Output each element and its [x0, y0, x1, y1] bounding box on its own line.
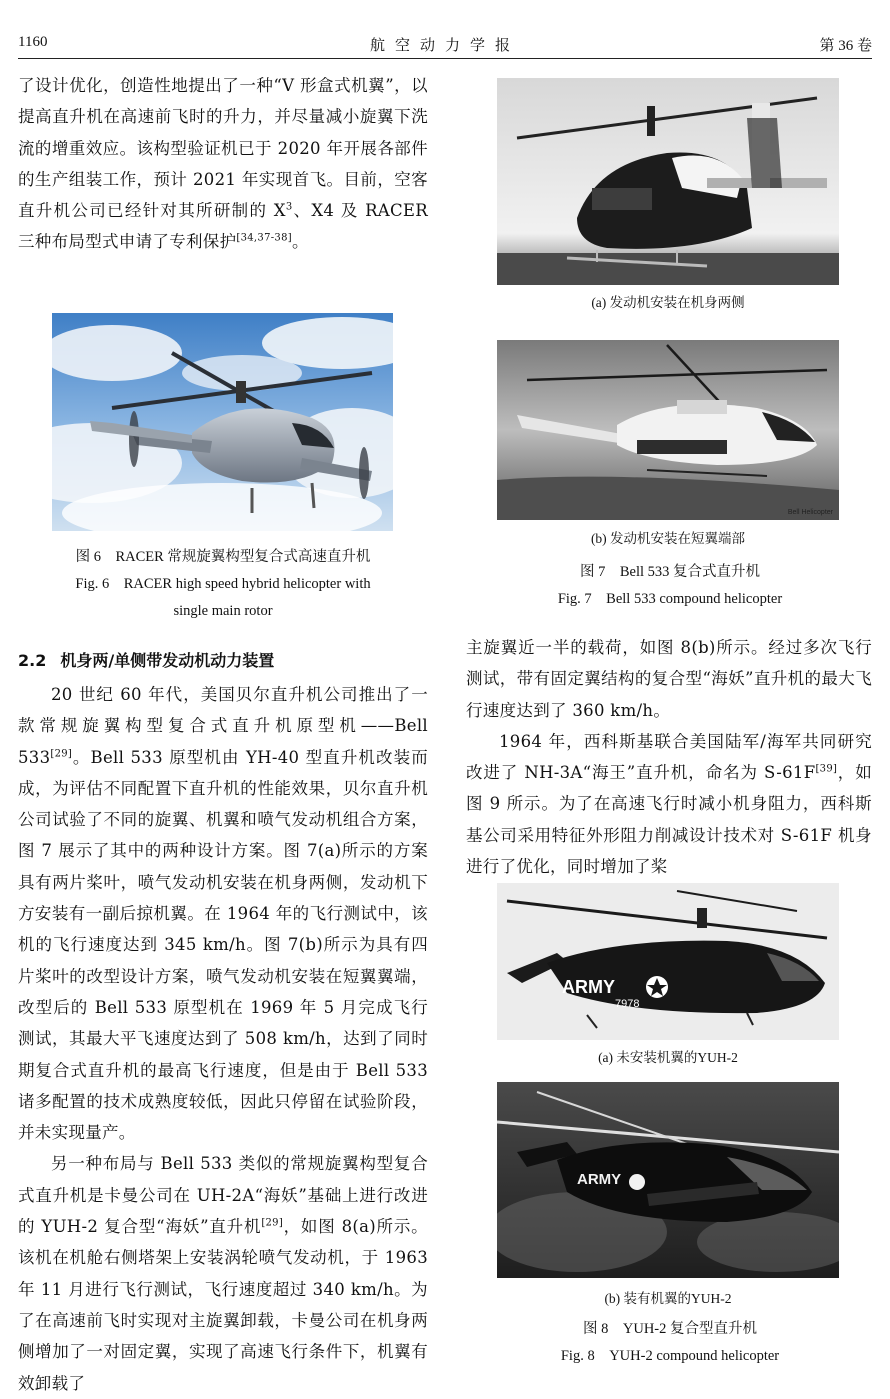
- fig8-caption: [470, 1316, 870, 1370]
- paragraph: 了设计优化，创造性地提出了一种“V 形盒式机翼”，以提高直升机在高速前飞时的升力，并尽量减小旋翼下洗流的增重效应。该构型验证机已于 2020 年开展各部件的生产组装工作，预计 2021 年实现首飞。目前，空客直升机公司已经针对其所研制的 $X^3$、X4 及 RACER 三种布局型式申请了专利保护[34,37-38]。: [18, 76, 428, 252]
- fig6-caption-en-line1: Fig. 6 RACER high speed hybrid helicopter with: [75, 576, 371, 592]
- left-top-text: [18, 70, 428, 258]
- fig7b-subcaption: (b) 发动机安装在短翼端部: [590, 531, 746, 546]
- section-title: 机身两/单侧带发动机动力装置: [60, 651, 275, 670]
- page-number: 1160: [18, 34, 48, 50]
- fig6-caption-en-line2: single main rotor: [173, 603, 273, 619]
- section-heading: [18, 648, 428, 671]
- fig7-caption-cn: 图 7 Bell 533 复合式直升机: [579, 564, 761, 580]
- fig8a-serial-marking: 7978: [615, 998, 640, 1010]
- fig8b-yuh2-photo: [497, 1082, 839, 1278]
- fig6-racer-photo: [52, 313, 393, 531]
- right-body-text: [466, 632, 872, 882]
- section-number: 2.2: [18, 651, 47, 670]
- fig7b-photo-credit: Bell Helicopter: [787, 509, 833, 516]
- fig8a-yuh2-photo: [497, 883, 839, 1040]
- fig7-caption-en: Fig. 7 Bell 533 compound helicopter: [557, 591, 783, 607]
- left-body-text: [18, 679, 428, 1399]
- fig8-caption-en: Fig. 8 YUH-2 compound helicopter: [560, 1348, 780, 1364]
- fig7a-subcaption: (a) 发动机安装在机身两侧: [591, 295, 745, 310]
- volume-label: 第 36 卷: [819, 38, 872, 54]
- paragraph: 20 世纪 60 年代，美国贝尔直升机公司推出了一款常规旋翼构型复合式直升机原型机——Bell 533[29]。Bell 533 原型机由 YH-40 型直升机改装而成，为评估不同配置下直升机的性能效果，贝尔直升机公司试验了不同的旋翼、机翼和喷气发动机组合方案，图 7 展示了其中的两种设计方案。图 7(a)所示的方案具有两片桨叶，喷气发动机安装在机身两侧，发动机下方安装有一副后掠机翼。在 1964 年的飞行测试中，该机的飞行速度达到 345 km/h。图 7(b)所示为具有四片桨叶的改型设计方案，喷气发动机安装在短翼翼端，改型后的 Bell 533 原型机在 1969 年 5 月完成飞行测试，其最大平飞速度达到了 508 km/h，达到了同时期复合式直升机的最高飞行速度，但是由于 Bell 533 诸多配置的技术成熟度较低，因此只停留在试验阶段，并未实现量产。: [18, 685, 428, 1143]
- journal-title: 航空动力学报: [369, 38, 520, 54]
- fig8a-army-marking: ARMY: [562, 977, 615, 997]
- paragraph: 1964 年，西科斯基联合美国陆军/海军共同研究改进了 NH-3A“海王”直升机，命名为 S-61F[39]，如图 9 所示。为了在高速飞行时减小机身阻力，西科斯基公司采用特征外形阻力削减设计技术对 S-61F 机身进行了优化，同时增加了桨: [466, 731, 872, 877]
- fig7-caption: [470, 559, 870, 613]
- fig8b-army-marking: ARMY: [577, 1171, 622, 1188]
- paragraph: 另一种布局与 Bell 533 类似的常规旋翼构型复合式直升机是卡曼公司在 UH-2A“海妖”基础上进行改进的 YUH-2 复合型“海妖”直升机[29]，如图 8(a)所示。该机在机舱右侧塔架上安装涡轮喷气发动机，于 1963 年 11 月进行飞行测试，飞行速度超过 340 km/h。为了在高速前飞时实现对主旋翼卸载，卡曼公司在机身两侧增加了一对固定翼，实现了高速飞行条件下，机翼有效卸载了: [18, 1154, 428, 1393]
- fig8b-subcaption: (b) 装有机翼的YUH-2: [604, 1291, 732, 1306]
- fig6-caption-cn: 图 6 RACER 常规旋翼构型复合式高速直升机: [75, 549, 371, 565]
- fig7b-bell533-photo: [497, 340, 839, 520]
- fig6-caption: [18, 544, 428, 625]
- page-header: [18, 30, 872, 59]
- fig7a-bell533-photo: [497, 78, 839, 285]
- fig8-caption-cn: 图 8 YUH-2 复合型直升机: [583, 1321, 757, 1337]
- paragraph: 主旋翼近一半的载荷，如图 8(b)所示。经过多次飞行测试，带有固定翼结构的复合型“海妖”直升机的最大飞行速度达到了 360 km/h。: [466, 638, 872, 720]
- fig8a-subcaption: (a) 未安装机翼的YUH-2: [598, 1050, 738, 1065]
